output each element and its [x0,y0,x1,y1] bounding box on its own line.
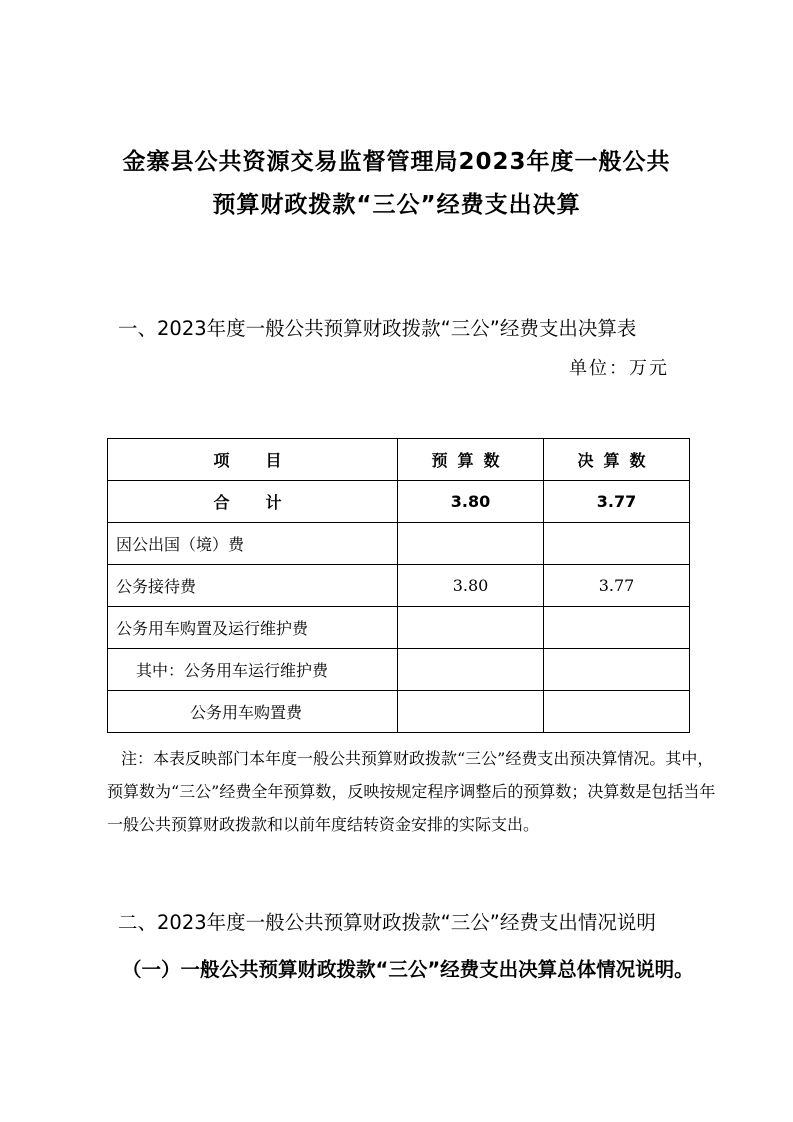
row-budget: 3.80 [398,481,544,523]
row-budget [398,691,544,733]
section-2-subheading: （一）一般公共预算财政拨款“三公”经费支出决算总体情况说明。 [122,958,694,981]
header-budget: 预算数 [398,439,544,481]
row-item: 公务接待费 [108,565,398,607]
document-title-line-1: 金寨县公共资源交易监督管理局2023年度一般公共 [122,149,671,175]
table-note [107,742,717,841]
row-final [544,691,690,733]
table-row-total [108,481,690,523]
section-2-heading: 二、2023年度一般公共预算财政拨款“三公”经费支出情况说明 [118,911,656,934]
unit-label: 单位：万元 [569,358,669,379]
row-final [544,523,690,565]
table-row [108,565,690,607]
note-text: 注：本表反映部门本年度一般公共预算财政拨款“三公”经费支出预决算情况。其中，预算数为“三公”经费全年预算数，反映按规定程序调整后的预算数；决算数是包括当年一般公共预算财政拨款和以前年度结转资金安排的实际支出。 [107,749,716,834]
header-item: 项 目 [108,439,398,481]
row-item: 公务用车购置及运行维护费 [108,607,398,649]
row-final [544,649,690,691]
row-final: 3.77 [544,565,690,607]
three-public-expense-table [107,438,690,733]
row-item: 公务用车购置费 [108,691,398,733]
table-row [108,691,690,733]
document-title-line-2: 预算财政拨款“三公”经费支出决算 [212,192,581,218]
row-budget: 3.80 [398,565,544,607]
table-row [108,523,690,565]
row-item: 合 计 [108,481,398,523]
section-1-heading: 一、2023年度一般公共预算财政拨款“三公”经费支出决算表 [118,317,637,340]
table-header-row [108,439,690,481]
row-budget [398,607,544,649]
row-budget [398,523,544,565]
row-final [544,607,690,649]
row-budget [398,649,544,691]
row-final: 3.77 [544,481,690,523]
table-row [108,607,690,649]
row-item: 因公出国（境）费 [108,523,398,565]
row-item: 其中：公务用车运行维护费 [108,649,398,691]
header-final: 决算数 [544,439,690,481]
table-row [108,649,690,691]
